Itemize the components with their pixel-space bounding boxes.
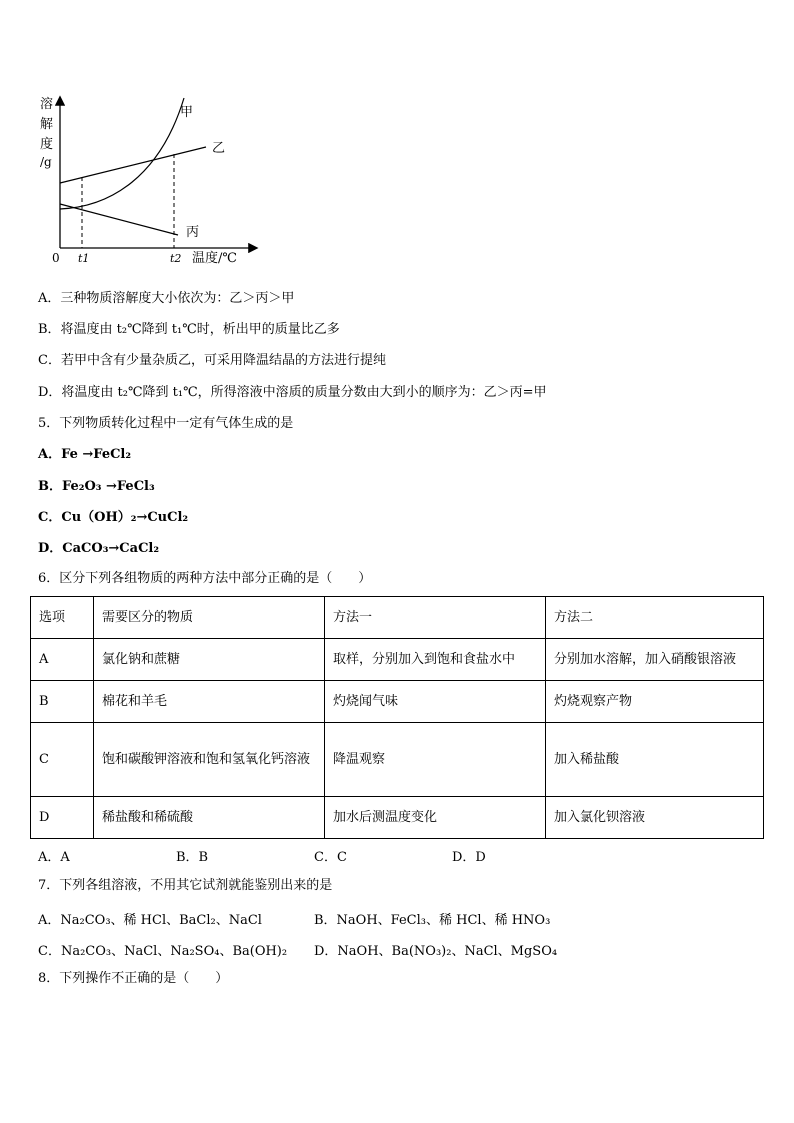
q5-option-a: A．Fe →FeCl₂: [38, 447, 132, 462]
header-cell: 方法一: [325, 597, 546, 639]
q5-stem: 5．下列物质转化过程中一定有气体生成的是: [38, 416, 294, 431]
table-cell: C: [31, 723, 94, 797]
solubility-curves-svg: [30, 92, 270, 272]
table-cell: 灼烧观察产物: [546, 681, 764, 723]
q4-option-b: B．将温度由 t₂℃降到 t₁℃时，析出甲的质量比乙多: [38, 322, 340, 337]
q5-option-c: C．Cu（OH）₂→CuCl₂: [38, 510, 189, 525]
table-header-row: [31, 597, 764, 639]
q8-stem: 8．下列操作不正确的是（ ）: [38, 971, 229, 986]
table-row: [31, 681, 764, 723]
header-cell: 选项: [31, 597, 94, 639]
q7-option-a: A．Na₂CO₃、稀 HCl、BaCl₂、NaCl: [38, 913, 262, 928]
origin-label: 0: [52, 251, 60, 265]
t2-label: t2: [170, 252, 182, 265]
table-cell: 棉花和羊毛: [94, 681, 325, 723]
q7-options-row-1: [38, 909, 590, 928]
label-yi: 乙: [212, 141, 226, 156]
q6-answers: [38, 846, 590, 865]
solubility-graph: [30, 92, 270, 272]
t1-label: t1: [78, 252, 90, 265]
y-label-3: 度: [40, 137, 54, 152]
q5-option-b: B．Fe₂O₃ →FeCl₃: [38, 479, 155, 494]
y-label-1: 溶: [40, 97, 54, 112]
table-cell: 稀盐酸和稀硫酸: [94, 797, 325, 839]
q7-options-row-2: [38, 940, 590, 959]
y-label-4: /g: [40, 155, 52, 169]
q7-option-b: B．NaOH、FeCl₃、稀 HCl、稀 HNO₃: [314, 913, 551, 928]
table-cell: 加入氯化钡溶液: [546, 797, 764, 839]
q4-option-c: C．若甲中含有少量杂质乙，可采用降温结晶的方法进行提纯: [38, 353, 386, 368]
table-cell: 加入稀盐酸: [546, 723, 764, 797]
table-row: [31, 797, 764, 839]
header-cell: 方法二: [546, 597, 764, 639]
y-label-2: 解: [40, 117, 54, 132]
table-cell: B: [31, 681, 94, 723]
q4-option-a: A．三种物质溶解度大小依次为：乙＞丙＞甲: [38, 291, 295, 306]
table-cell: 饱和碳酸钾溶液和饱和氢氧化钙溶液: [94, 723, 325, 797]
q6-answer-a: A．A: [38, 850, 70, 865]
table-cell: 降温观察: [325, 723, 546, 797]
curve-jia: [60, 98, 184, 209]
table-cell: 取样，分别加入到饱和食盐水中: [325, 639, 546, 681]
q6-table: [30, 596, 764, 839]
table-cell: 分别加水溶解，加入硝酸银溶液: [546, 639, 764, 681]
table-cell: 灼烧闻气味: [325, 681, 546, 723]
q7-stem: 7．下列各组溶液，不用其它试剂就能鉴别出来的是: [38, 878, 333, 893]
x-axis-label: 温度/℃: [192, 251, 237, 266]
q6-stem: 6．区分下列各组物质的两种方法中部分正确的是（ ）: [38, 571, 372, 586]
q7-option-d: D．NaOH、Ba(NO₃)₂、NaCl、MgSO₄: [314, 944, 558, 959]
table-cell: D: [31, 797, 94, 839]
q6-answer-b: B．B: [176, 850, 209, 865]
label-bing: 丙: [186, 225, 200, 240]
q6-answer-c: C．C: [314, 850, 347, 865]
label-jia: 甲: [180, 105, 194, 120]
table-cell: 加水后测温度变化: [325, 797, 546, 839]
header-cell: 需要区分的物质: [94, 597, 325, 639]
q5-option-d: D．CaCO₃→CaCl₂: [38, 541, 160, 556]
curve-bing: [60, 204, 178, 235]
q6-answer-d: D．D: [452, 850, 486, 865]
table-cell: 氯化钠和蔗糖: [94, 639, 325, 681]
table-row: [31, 723, 764, 797]
q7-option-c: C．Na₂CO₃、NaCl、Na₂SO₄、Ba(OH)₂: [38, 944, 288, 959]
q4-option-d: D．将温度由 t₂℃降到 t₁℃，所得溶液中溶质的质量分数由大到小的顺序为：乙＞丙=甲: [38, 385, 547, 400]
table-row: [31, 639, 764, 681]
table-cell: A: [31, 639, 94, 681]
